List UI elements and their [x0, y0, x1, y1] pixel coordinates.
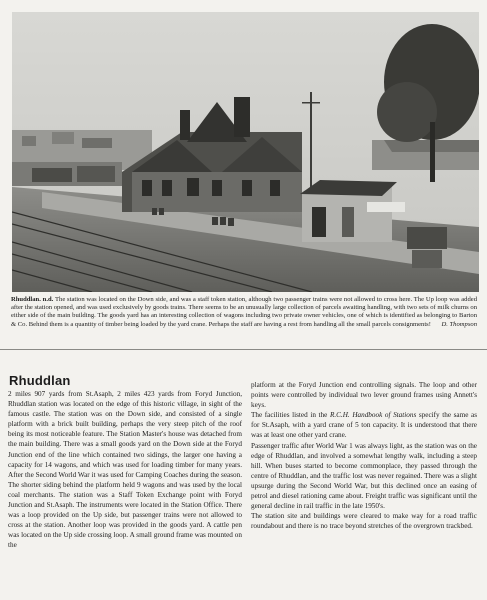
section-divider	[0, 349, 487, 350]
station-photograph	[12, 12, 479, 292]
caption-text: The station was located on the Down side, and was a staff token station, although two passenger trains were not allowed to cross here. The Up loop was added after the station opened, and was used exclusively by goods trains. There seems to be an unusually large collection of parcels awaiting handling, with two sets of milk churns on either side of the main building. The goods yard has an interesting collection of wagons including two private owner vehicles, one of which is identified as belonging to Barton & Co. Behind them is a quantity of timber being loaded by the yard crane. Perhaps the staff are having a rest from handling all the small parcels consignments!	[11, 296, 478, 328]
caption-credit: D. Thompson	[441, 320, 477, 328]
article-left-column	[8, 389, 242, 551]
caption-lead: Rhuddlan. n.d.	[11, 296, 54, 303]
right-paragraph-3: Passenger traffic after World War 1 was always light, as the station was on the edge of Rhuddlan, and involved a somewhat lengthy walk, including a steep hill. When buses started to become commonplace, they passed through the centre of Rhuddlan, and the traffic lost was never regained. There was a slight upsurge during the Second World War, but this declined once an easing of petrol and diesel rationing came about. Freight traffic was significant until the general decline in rail traffic in the late 1950's.	[251, 441, 477, 511]
right-paragraph-2-end: specify the same as for St.Asaph, with a yard crane of 5 ton capacity. It is understood that there was at least one other yard crane.	[251, 411, 477, 440]
right-paragraph-4: The station site and buildings were cleared to make way for a road traffic roundabout and there is no trace beyond stretches of the overgrown trackbed.	[251, 512, 477, 531]
article-title: Rhuddlan	[9, 373, 71, 388]
right-paragraph-1: platform at the Foryd Junction end controlling signals. The loop and other points were controlled by individual two lever ground frames using Annett's keys.	[251, 381, 477, 410]
right-paragraph-2-start: The facilities listed in the	[251, 411, 330, 420]
photo-caption	[11, 296, 477, 329]
left-paragraph: 2 miles 907 yards from St.Asaph, 2 miles 423 yards from Foryd Junction, Rhuddlan station was located on the edge of this historic village, in sight of the famous castle. The station was on the Down side, and consisted of a single platform with a brick built building, perhaps the very steep pitch of the roof being its most noticeable feature. The Station Master's house was detached from the main building. There was a small goods yard on the Down side at the Foryd Junction end of the line which contained two sidings, the larger one having a capacity for 14 wagons, and which was used for loading timber for many years. After the Second World War it was used for Camping Coaches during the season. The shorter siding behind the platform held 9 wagons and was used by the local coal merchants. The station was a Staff Token Exchange point with Foryd Junction and St.Asaph. The instruments were located in the Station Office. There was a loop provided on the Up side, but passenger trains were not allowed to cross at the station. Another loop was provided in the goods yard. A cattle pen was located on the Up side crossing loop. A small ground frame was mounted on the	[8, 390, 242, 550]
article-right-column	[251, 380, 477, 531]
right-paragraph-2	[251, 410, 477, 440]
handbook-title: R.C.H. Handbook of Stations	[329, 411, 417, 420]
station-photograph-image	[12, 12, 479, 292]
